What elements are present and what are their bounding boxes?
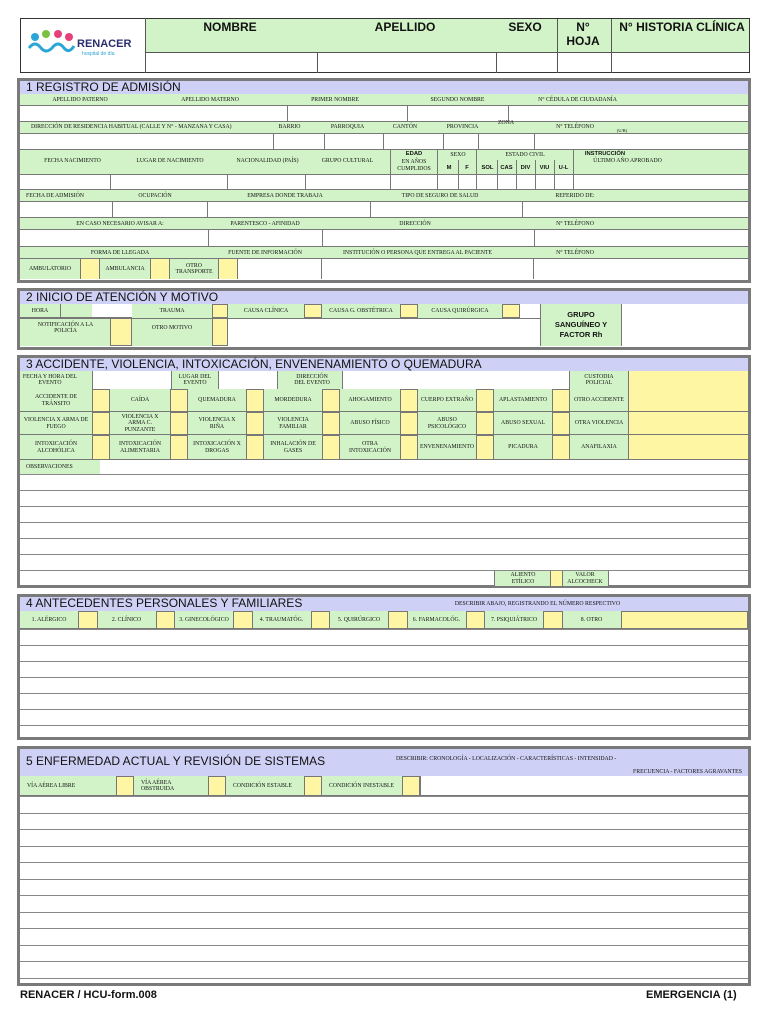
- enfermedad-area[interactable]: [20, 796, 748, 983]
- nombre-input[interactable]: [146, 53, 316, 72]
- label-ocupacion: OCUPACIÓN: [138, 192, 172, 199]
- label-fuente-informacion: FUENTE DE INFORMACIÓN: [228, 249, 302, 256]
- hora-input[interactable]: [60, 304, 132, 318]
- label-s3-r3-2: VIOLENCIA X RIÑA: [198, 417, 236, 430]
- s3-r3-3-checkbox[interactable]: [322, 412, 340, 435]
- label-antecedente-1: 1. ALÉRGICO: [31, 616, 67, 623]
- label-otro-transporte: OTRO TRANSPORTE: [175, 262, 213, 275]
- label-sexo: SEXO: [450, 151, 466, 158]
- header-historia: N° HISTORIA CLÍNICA: [619, 20, 745, 34]
- notificacion-policia-checkbox[interactable]: [110, 318, 132, 346]
- label-antecedente-2: 2. CLÍNICO: [111, 616, 142, 623]
- s3-r3-1-checkbox[interactable]: [170, 412, 188, 435]
- label-nacionalidad: NACIONALIDAD (PAÍS): [236, 157, 299, 164]
- section-2-title: 2 INICIO DE ATENCIÓN Y MOTIVO: [26, 290, 219, 304]
- label-direccion-residencia: DIRECCIÓN DE RESIDENCIA HABITUAL (CALLE Y N° - MANZANA Y CASA): [31, 123, 232, 130]
- label-institucion: INSTITUCIÓN O PERSONA QUE ENTREGA AL PACIENTE: [342, 249, 492, 256]
- label-s3-r3-6: ABUSO SEXUAL: [501, 420, 545, 427]
- label-civil-cas: CAS: [500, 164, 513, 171]
- section-5-title: 5 ENFERMEDAD ACTUAL Y REVISIÓN DE SISTEMAS: [26, 754, 326, 768]
- label-s3-r3-3: VIOLENCIA FAMILIAR: [277, 417, 309, 430]
- s3-r4-1-checkbox[interactable]: [170, 435, 188, 460]
- label-edad-anos: EN AÑOS CUMPLIDOS: [397, 159, 431, 172]
- footer-form-code: RENACER / HCU-form.008: [20, 989, 157, 1001]
- label-fecha-hora-evento: FECHA Y HORA DEL EVENTO: [22, 373, 78, 386]
- label-forma-llegada: FORMA DE LLEGADA: [90, 249, 150, 256]
- s3-r3-5-checkbox[interactable]: [476, 412, 494, 435]
- otro-transporte-checkbox[interactable]: [218, 259, 238, 279]
- label-s3-r2-1: CAÍDA: [130, 397, 150, 404]
- s3-r2-5-checkbox[interactable]: [476, 389, 494, 412]
- label-sexo-m: M: [446, 164, 452, 171]
- antecedente-7-checkbox[interactable]: [543, 611, 563, 629]
- label-s3-r4-1: INTOXICACIÓN ALIMENTARIA: [118, 441, 162, 454]
- label-s3-r4-6: PICADURA: [508, 444, 538, 451]
- otro-motivo-checkbox[interactable]: [212, 318, 228, 346]
- logo-text: RENACER: [77, 38, 132, 50]
- antecedente-1-checkbox[interactable]: [78, 611, 98, 629]
- s3-r3-6-checkbox[interactable]: [552, 412, 570, 435]
- causa-quirurgica-checkbox[interactable]: [502, 304, 520, 318]
- s3-r2-4-checkbox[interactable]: [400, 389, 418, 412]
- label-otro-motivo: OTRO MOTIVO: [151, 324, 193, 331]
- label-s3-r2-2: QUEMADURA: [198, 397, 236, 404]
- label-canton: CANTÓN: [392, 123, 418, 130]
- ambulancia-checkbox[interactable]: [150, 259, 170, 279]
- label-antecedente-3: 3. GINECOLÓGICO: [179, 616, 229, 623]
- s3-r4-4-checkbox[interactable]: [400, 435, 418, 460]
- label-s3-r3-7: OTRA VIOLENCIA: [574, 420, 624, 427]
- label-s5-item-0: VÍA AÉREA LIBRE: [27, 782, 76, 789]
- label-s3-r2-3: MORDEDURA: [274, 397, 312, 404]
- label-avisar-a: EN CASO NECESARIO AVISAR A:: [76, 220, 164, 227]
- label-s3-r4-0: INTOXICACIÓN ALCOHÓLICA: [34, 441, 78, 454]
- label-s3-r3-5: ABUSO PSICOLÓGICO: [427, 417, 467, 430]
- label-s3-r3-0: VIOLENCIA X ARMA DE FUEGO: [23, 417, 89, 430]
- fuente-informacion-input[interactable]: [238, 259, 322, 279]
- label-s5-item-1: VÍA AÉREA OBSTRUIDA: [141, 779, 175, 792]
- antecedente-5-checkbox[interactable]: [388, 611, 408, 629]
- label-antecedente-8: 8. OTRO: [580, 616, 603, 623]
- label-antecedente-7: 7. PSIQUIÁTRICO: [490, 616, 538, 623]
- label-antecedente-5: 5. QUIRÚRGICO: [337, 616, 381, 623]
- label-s3-r4-5: ENVENENAMIENTO: [420, 444, 474, 451]
- label-s3-r4-2: INTOXICACIÓN X DROGAS: [193, 441, 241, 454]
- hoja-input[interactable]: [558, 53, 610, 72]
- s3-r4-6-checkbox[interactable]: [552, 435, 570, 460]
- label-s3-r2-0: ACCIDENTE DE TRÁNSITO: [34, 394, 78, 407]
- direccion-evento-input[interactable]: [342, 371, 570, 389]
- section-3-title: 3 ACCIDENTE, VIOLENCIA, INTOXICACIÓN, ENVENENAMIENTO O QUEMADURA: [26, 357, 482, 371]
- label-enfermedad-desc: DESCRIBIR: CRONOLOGÍA - LOCALIZACIÓN - CARACTERÍSTICAS - INTENSIDAD -: [396, 755, 617, 762]
- label-instruccion: INSTRUCCIÓN: [584, 151, 626, 158]
- label-ur: (U/R): [616, 127, 628, 133]
- trauma-checkbox[interactable]: [212, 304, 228, 318]
- label-empresa: EMPRESA DONDE TRABAJA: [247, 192, 323, 199]
- row2-inputs[interactable]: [20, 134, 748, 150]
- label-fecha-nacimiento: FECHA NACIMIENTO: [44, 157, 101, 164]
- apellido-input[interactable]: [318, 53, 495, 72]
- label-cedula: N° CÉDULA DE CIUDADANÍA: [538, 96, 617, 103]
- row4-inputs[interactable]: [20, 202, 748, 218]
- s3-r2-6-checkbox[interactable]: [552, 389, 570, 412]
- s3-r4-5-checkbox[interactable]: [476, 435, 494, 460]
- header-apellido: APELLIDO: [374, 20, 436, 34]
- s5-item-1-checkbox[interactable]: [208, 776, 226, 796]
- label-primer-nombre: PRIMER NOMBRE: [311, 96, 359, 103]
- alcocheck-input[interactable]: [608, 571, 748, 586]
- label-segundo-nombre: SEGUNDO NOMBRE: [430, 96, 485, 103]
- label-hora: HORA: [31, 307, 49, 314]
- label-causa-quirurgica: CAUSA QUIRÚRGICA: [431, 307, 489, 314]
- label-trauma: TRAUMA: [159, 307, 185, 314]
- label-s3-r3-4: ABUSO FÍSICO: [350, 420, 390, 427]
- fecha-hora-evento-input[interactable]: [92, 371, 172, 389]
- label-aliento-etilico: ALIENTO ETÍLICO: [510, 572, 536, 585]
- label-apellido-paterno: APELLIDO PATERNO: [52, 96, 108, 103]
- s3-r2-2-checkbox[interactable]: [246, 389, 264, 412]
- label-s3-r4-7: ANAFILAXIA: [581, 444, 617, 451]
- s3-r3-2-checkbox[interactable]: [246, 412, 264, 435]
- logo-subtext: hospital de día: [82, 51, 115, 57]
- label-zona: ZONA: [497, 119, 515, 126]
- label-telefono-institucion: N° TELÉFONO: [556, 249, 594, 256]
- antecedente-2-checkbox[interactable]: [156, 611, 176, 629]
- logo-people-icon: [26, 28, 76, 56]
- label-s3-r4-3: INHALACIÓN DE GASES: [270, 441, 316, 454]
- row5-inputs[interactable]: [20, 230, 748, 247]
- s3-r2-1-checkbox[interactable]: [170, 389, 188, 412]
- s3-r2-3-checkbox[interactable]: [322, 389, 340, 412]
- label-referido: REFERIDO DE:: [555, 192, 595, 199]
- label-enfermedad-desc2: FRECUENCIA - FACTORES AGRAVANTES: [633, 768, 742, 775]
- label-s3-r2-5: CUERPO EXTRAÑO: [421, 397, 474, 404]
- label-s3-r3-1: VIOLENCIA X ARMA C. PUNZANTE: [121, 413, 159, 433]
- row1-inputs[interactable]: [20, 106, 748, 122]
- label-lugar-evento: LUGAR DEL EVENTO: [178, 373, 212, 386]
- label-telefono-contacto: N° TELÉFONO: [556, 220, 594, 227]
- label-parroquia: PARROQUIA: [330, 123, 365, 130]
- lugar-evento-input[interactable]: [218, 371, 278, 389]
- label-notificacion-policia: NOTIFICACIÓN A LA POLICÍA: [37, 321, 94, 334]
- s3-r4-0-checkbox[interactable]: [92, 435, 110, 460]
- label-s3-r4-4: OTRA INTOXICACIÓN: [348, 441, 392, 454]
- antecedente-3-checkbox[interactable]: [233, 611, 253, 629]
- s3-r2-0-checkbox[interactable]: [92, 389, 110, 412]
- label-s3-r2-7: OTRO ACCIDENTE: [574, 397, 624, 404]
- otro-motivo-input[interactable]: [228, 318, 540, 346]
- label-provincia: PROVINCIA: [446, 123, 479, 130]
- antecedente-6-checkbox[interactable]: [466, 611, 486, 629]
- label-antecedente-4: 4. TRAUMATÓG.: [259, 616, 304, 623]
- label-barrio: BARRIO: [278, 123, 301, 130]
- grupo-sanguineo-input[interactable]: [622, 304, 748, 346]
- logo: [22, 20, 144, 72]
- header-hoja: N° HOJA: [566, 20, 600, 48]
- label-s3-r2-6: APLASTAMIENTO: [498, 397, 548, 404]
- aliento-etilico-checkbox[interactable]: [550, 571, 562, 586]
- label-antecedente-6: 6. FARMACOLÓG.: [412, 616, 461, 623]
- label-seguro: TIPO DE SEGURO DE SALUD: [401, 192, 479, 199]
- custodia-policial-checkbox[interactable]: [628, 371, 748, 389]
- label-civil-viu: VIU: [539, 164, 550, 171]
- label-civil-div: DIV: [520, 164, 531, 171]
- header-nombre: NOMBRE: [203, 20, 257, 34]
- institucion-input[interactable]: [322, 259, 534, 279]
- historia-input[interactable]: [612, 53, 749, 72]
- s5-item-3-checkbox[interactable]: [402, 776, 420, 796]
- label-apellido-materno: APELLIDO MATERNO: [181, 96, 239, 103]
- row3-inputs[interactable]: [20, 175, 748, 190]
- s3-r4-3-checkbox[interactable]: [322, 435, 340, 460]
- label-valor-alcocheck: VALOR ALCOCHECK: [567, 572, 603, 585]
- telefono-institucion-input[interactable]: [534, 259, 748, 279]
- label-direccion: DIRECCIÓN: [399, 220, 431, 227]
- label-civil-ul: U-L: [558, 164, 569, 171]
- footer-page-type: EMERGENCIA (1): [646, 989, 737, 1001]
- section-4-title: 4 ANTECEDENTES PERSONALES Y FAMILIARES: [26, 596, 303, 610]
- label-parentesco: PARENTESCO - AFINIDAD: [230, 220, 300, 227]
- antecedente-8-checkbox[interactable]: [621, 611, 749, 629]
- label-s3-r2-4: AHOGAMIENTO: [348, 397, 392, 404]
- label-grupo-sanguineo: GRUPO SANGUÍNEO Y FACTOR Rh: [554, 310, 608, 339]
- label-edad: EDAD: [405, 151, 423, 158]
- sexo-input[interactable]: [497, 53, 556, 72]
- label-telefono-residencia: N° TELÉFONO: [556, 123, 594, 130]
- label-lugar-nacimiento: LUGAR DE NACIMIENTO: [136, 157, 204, 164]
- label-grupo-cultural: GRUPO CULTURAL: [321, 157, 374, 164]
- label-ambulatorio: AMBULATORIO: [28, 265, 72, 272]
- label-civil-sol: SOL: [481, 164, 494, 171]
- label-antecedentes-desc: DESCRIBIR ABAJO, REGISTRANDO EL NÚMERO RESPECTIVO: [454, 600, 621, 607]
- label-s5-item-2: CONDICIÓN ESTABLE: [233, 782, 292, 789]
- label-ambulancia: AMBULANCIA: [105, 265, 145, 272]
- label-estado-civil: ESTADO CIVIL: [505, 151, 545, 158]
- header-sexo: SEXO: [508, 20, 542, 34]
- ambulatorio-checkbox[interactable]: [80, 259, 100, 279]
- label-fecha-admision: FECHA DE ADMISIÓN: [26, 192, 84, 199]
- s5-item-0-checkbox[interactable]: [116, 776, 134, 796]
- label-custodia-policial: CUSTODIA POLICIAL: [584, 373, 614, 386]
- label-s5-item-3: CONDICIÓN INESTABLE: [329, 782, 395, 789]
- causa-clinica-checkbox[interactable]: [304, 304, 322, 318]
- antecedente-4-checkbox[interactable]: [311, 611, 331, 629]
- section-1-title: 1 REGISTRO DE ADMISIÓN: [26, 80, 181, 94]
- s3-r3-0-checkbox[interactable]: [92, 412, 110, 435]
- label-observaciones: OBSERVACIONES: [26, 463, 73, 470]
- label-causa-obstetrica: CAUSA G. OBSTÉTRICA: [329, 307, 393, 314]
- causa-obstetrica-checkbox[interactable]: [400, 304, 418, 318]
- label-causa-clinica: CAUSA CLÍNICA: [243, 307, 289, 314]
- s3-r3-4-checkbox[interactable]: [400, 412, 418, 435]
- label-ultimo-ano: ÚLTIMO AÑO APROBADO: [593, 157, 662, 164]
- label-sexo-f: F: [465, 164, 469, 171]
- s5-item-2-checkbox[interactable]: [304, 776, 322, 796]
- s3-r4-2-checkbox[interactable]: [246, 435, 264, 460]
- label-direccion-evento: DIRECCIÓN DEL EVENTO: [294, 373, 330, 386]
